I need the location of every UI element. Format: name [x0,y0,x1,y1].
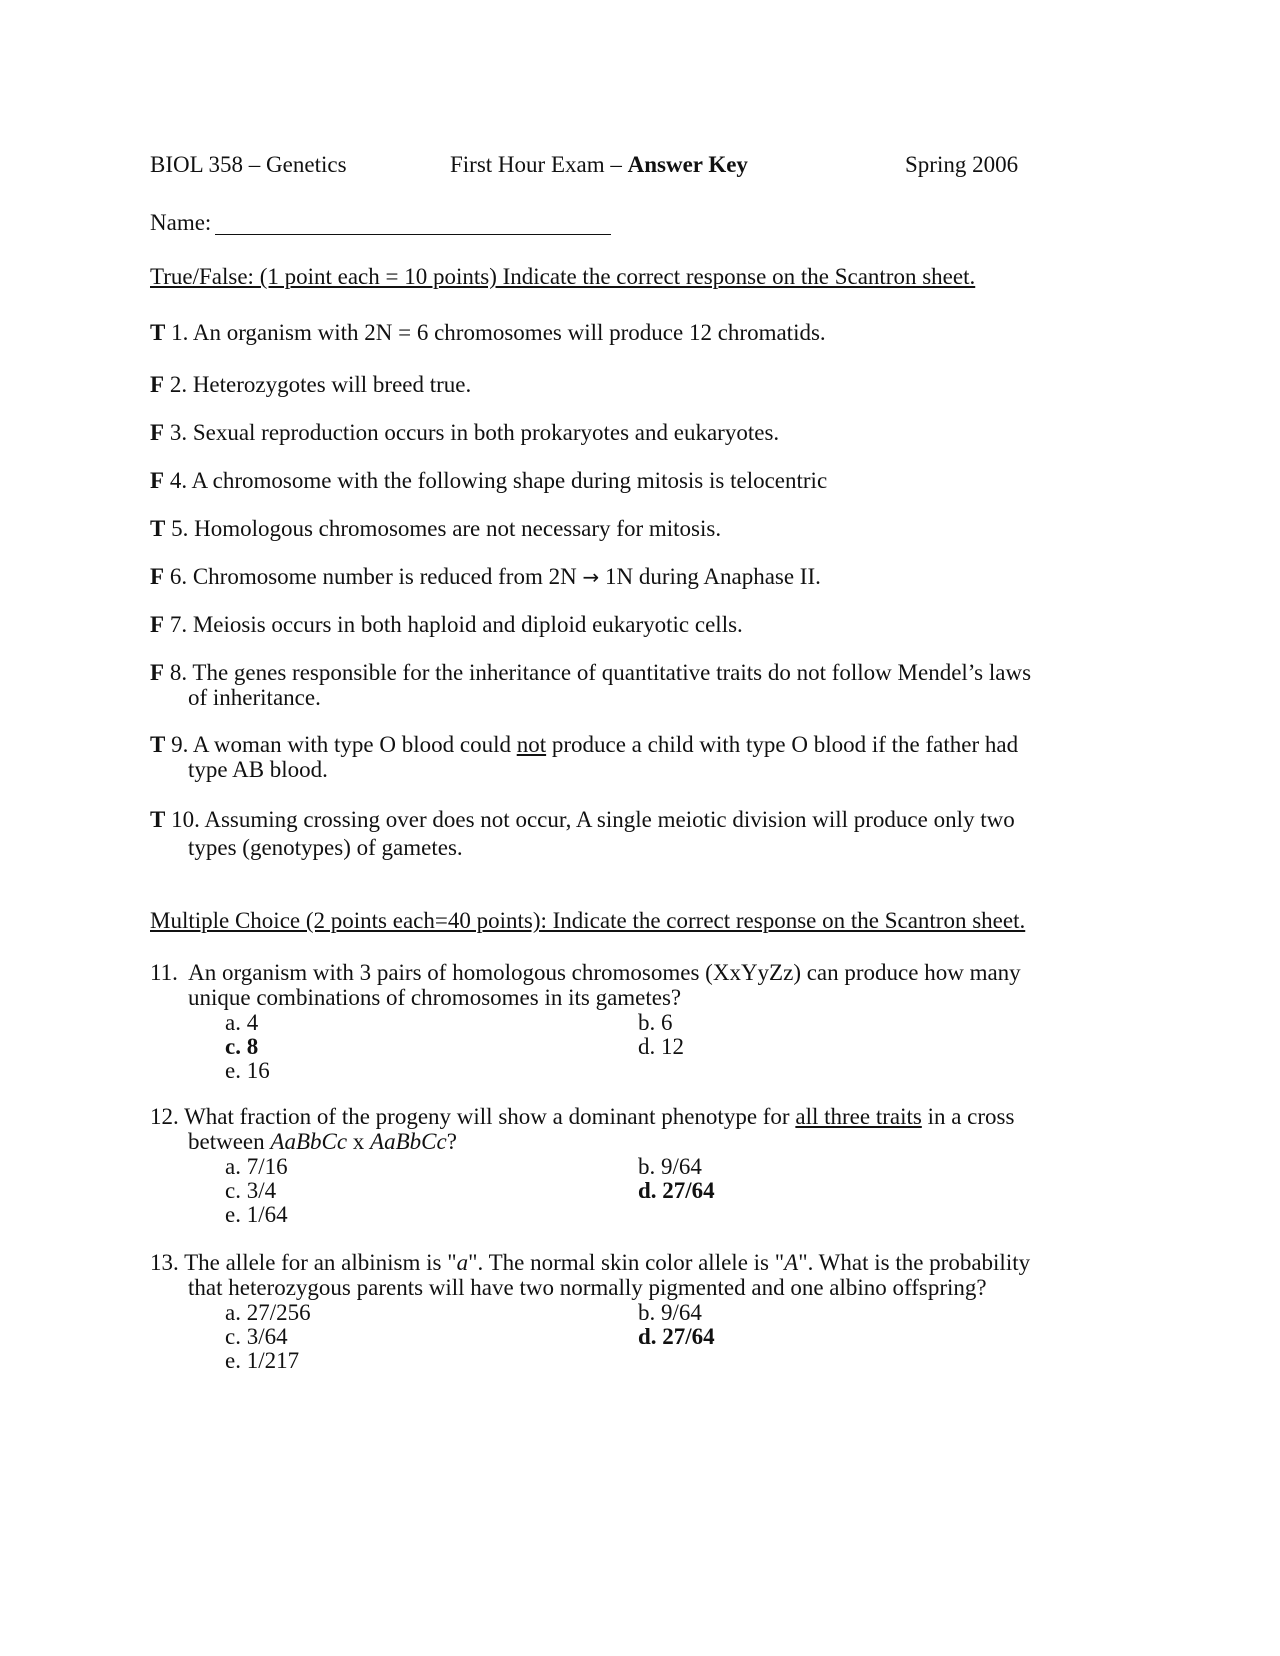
option-c: c. 3/64 [225,1324,288,1349]
exam-term: Spring 2006 [905,152,1019,177]
option-e: e. 1/64 [225,1202,288,1227]
tf-item-6: F 6. Chromosome number is reduced from 2N → 1N during Anaphase II. [150,564,821,589]
tf-item-3: F 3. Sexual reproduction occurs in both prokaryotes and eukaryotes. [150,420,780,445]
exam-title: First Hour Exam – Answer Key [450,152,748,177]
tf-item-1: T 1. An organism with 2N = 6 chromosomes will produce 12 chromatids. [150,320,826,345]
name-field [150,210,611,235]
option-c: c. 3/4 [225,1178,277,1203]
option-b: b. 9/64 [638,1154,702,1179]
tf-section-title: True/False: (1 point each = 10 points) Indicate the correct response on the Scantron sheet. [150,264,976,289]
option-e: e. 16 [225,1058,270,1083]
options-list [225,1300,1125,1375]
mc-question-13: 13. The allele for an albinism is "a". The normal skin color allele is "A". What is the probability that heterozygous parents will have two normally pigmented and one albino offspring? a. 27/256 b. 9/64 c. 3/64 d. 27/64 e. 1/217 [150,1250,1125,1375]
option-c-correct: c. 8 [225,1034,259,1059]
tf-item-2: F 2. Heterozygotes will breed true. [150,372,472,397]
options-list [225,1010,1125,1085]
course-title: BIOL 358 – Genetics [150,152,347,177]
name-label: Name: [150,210,212,235]
tf-item-7: F 7. Meiosis occurs in both haploid and diploid eukaryotic cells. [150,612,743,637]
tf-item-4: F 4. A chromosome with the following shape during mitosis is telocentric [150,468,828,493]
tf-item-8: F 8. The genes responsible for the inheritance of quantitative traits do not follow Mendel’s laws of inheritance. [150,660,1032,710]
option-e: e. 1/217 [225,1348,300,1373]
name-blank-line [215,212,611,235]
arrow-right-icon: → [582,565,600,589]
option-d-correct: d. 27/64 [638,1178,715,1203]
option-d: d. 12 [638,1034,684,1059]
option-b: b. 9/64 [638,1300,702,1325]
mc-section-title: Multiple Choice (2 points each=40 points): Indicate the correct response on the Scantron sheet. [150,908,1026,933]
option-a: a. 27/256 [225,1300,311,1325]
mc-question-12: 12. What fraction of the progeny will show a dominant phenotype for all three traits in a cross between AaBbCc x AaBbCc? a. 7/16 b. 9/64 c. 3/4 d. 27/64 e. 1/64 [150,1104,1125,1229]
answer-key-label: Answer Key [627,152,748,177]
options-list [225,1154,1125,1229]
exam-header [150,152,1050,182]
option-b: b. 6 [638,1010,673,1035]
tf-item-5: T 5. Homologous chromosomes are not necessary for mitosis. [150,516,722,541]
tf-item-9: T 9. A woman with type O blood could not produce a child with type O blood if the father had type AB blood. [150,732,1019,782]
option-a: a. 7/16 [225,1154,288,1179]
mc-question-11: 11. An organism with 3 pairs of homologous chromosomes (XxYyZz) can produce how many unique combinations of chromosomes in its gametes? a. 4 b. 6 c. 8 d. 12 e. 16 [150,960,1125,1085]
tf-item-10: T 10. Assuming crossing over does not occur, A single meiotic division will produce only two types (genotypes) of gametes. [150,807,1015,860]
option-a: a. 4 [225,1010,259,1035]
option-d-correct: d. 27/64 [638,1324,715,1349]
